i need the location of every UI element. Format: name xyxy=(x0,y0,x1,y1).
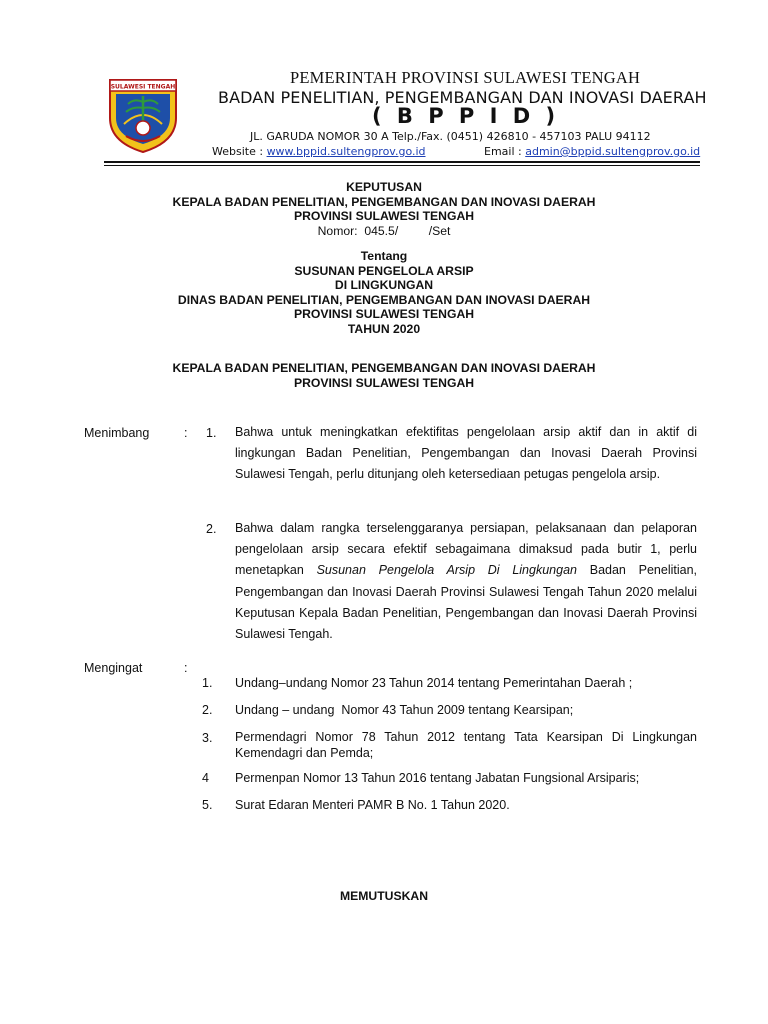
issuer-heading xyxy=(0,361,768,390)
menimbang-item-1-number: 1. xyxy=(206,426,217,440)
letterhead-address: JL. GARUDA NOMOR 30 A Telp./Fax. (0451) 426810 - 457103 PALU 94112 xyxy=(250,130,651,143)
menimbang-colon: : xyxy=(184,426,188,440)
mengingat-item-4-text: Permenpan Nomor 13 Tahun 2016 tentang Jabatan Fungsional Arsiparis; xyxy=(235,771,640,785)
letterhead-email xyxy=(484,145,700,158)
letterhead-divider-thick xyxy=(104,161,700,163)
svg-text:SULAWESI TENGAH: SULAWESI TENGAH xyxy=(110,83,176,91)
issuer-line-2: PROVINSI SULAWESI TENGAH xyxy=(293,375,475,390)
title-line-2: KEPALA BADAN PENELITIAN, PENGEMBANGAN DAN INOVASI DAERAH xyxy=(172,194,596,209)
mengingat-item-3-text: Permendagri Nomor 78 Tahun 2012 tentang Tata Kearsipan Di Lingkungan Kemendagri dan Pemda; xyxy=(235,730,697,760)
menimbang-item-2-number: 2. xyxy=(206,522,217,536)
subject-line-5: PROVINSI SULAWESI TENGAH xyxy=(293,307,475,321)
mengingat-item-4-number: 4 xyxy=(202,771,209,785)
letterhead-agency: BADAN PENELITIAN, PENGEMBANGAN DAN INOVASI DAERAH xyxy=(218,88,707,107)
mengingat-label: Mengingat xyxy=(84,661,143,675)
mengingat-item-5-number: 5. xyxy=(202,798,213,812)
mengingat-item-5-text: Surat Edaran Menteri PAMR B No. 1 Tahun 2020. xyxy=(235,798,510,812)
decree-number: Nomor: 045.5/ /Set xyxy=(317,223,451,238)
letterhead-acronym: ( B P P I D ) xyxy=(372,104,560,128)
subject-line-3: DI LINGKUNGAN xyxy=(334,278,434,292)
decree-subject xyxy=(0,249,768,336)
letterhead-divider-thin xyxy=(104,165,700,166)
subject-line-6: TAHUN 2020 xyxy=(347,321,421,336)
menimbang-item-1-text: Bahwa untuk meningkatkan efektifitas pengelolaan arsip aktif dan in aktif di lingkungan Badan Penelitian, Pengembangan dan Inovasi Daerah Provinsi Sulawesi Tengah, perlu ditunjang oleh ketersediaan petugas pengelola arsip. xyxy=(235,425,697,482)
memutuskan-heading: MEMUTUSKAN xyxy=(339,889,428,903)
menimbang-item-2-text-b: Badan Penelitian, Pengembangan dan Inovasi Daerah Provinsi Sulawesi Tengah Tahun 2020 melalui Keputusan Kepala Badan Penelitian, Pengembangan dan Inovasi Daerah Provinsi Sulawesi Tengah. xyxy=(235,563,698,642)
website-label: Website : xyxy=(212,145,267,158)
mengingat-item-2-number: 2. xyxy=(202,703,213,717)
mengingat-item-1-number: 1. xyxy=(202,676,213,690)
mengingat-item-2-text: Undang – undang Nomor 43 Tahun 2009 tentang Kearsipan; xyxy=(235,703,574,717)
email-link[interactable]: admin@bppid.sultengprov.go.id xyxy=(525,145,701,158)
mengingat-item-3-number: 3. xyxy=(202,731,213,745)
subject-line-2: SUSUNAN PENGELOLA ARSIP xyxy=(294,263,474,278)
decree-title xyxy=(0,180,768,238)
mengingat-item-1-text: Undang–undang Nomor 23 Tahun 2014 tentang Pemerintahan Daerah ; xyxy=(235,676,633,690)
provincial-emblem-icon xyxy=(104,76,182,154)
menimbang-item-2-text-a: Bahwa dalam rangka terselenggaranya persiapan, pelaksanaan dan pelaporan pengelolaan arsip secara efektif sebagaimana dimaksud pada butir 1, perlu menetapkan xyxy=(235,521,697,578)
issuer-line-1: KEPALA BADAN PENELITIAN, PENGEMBANGAN DAN INOVASI DAERAH xyxy=(172,361,596,375)
menimbang-item-2-text-italic: Susunan Pengelola Arsip Di Lingkungan xyxy=(316,563,577,578)
menimbang-label: Menimbang xyxy=(84,426,150,440)
email-label: Email : xyxy=(484,145,526,158)
menimbang-item-2-text xyxy=(235,518,697,645)
letterhead-government: PEMERINTAH PROVINSI SULAWESI TENGAH xyxy=(290,68,641,87)
mengingat-colon: : xyxy=(184,661,188,675)
subject-line-4: DINAS BADAN PENELITIAN, PENGEMBANGAN DAN INOVASI DAERAH xyxy=(177,292,591,307)
title-line-3: PROVINSI SULAWESI TENGAH xyxy=(293,209,475,223)
title-line-1: KEPUTUSAN xyxy=(346,180,422,194)
subject-line-1: Tentang xyxy=(360,249,408,263)
letterhead-website xyxy=(212,145,426,158)
website-link[interactable]: www.bppid.sultengprov.go.id xyxy=(266,145,426,158)
